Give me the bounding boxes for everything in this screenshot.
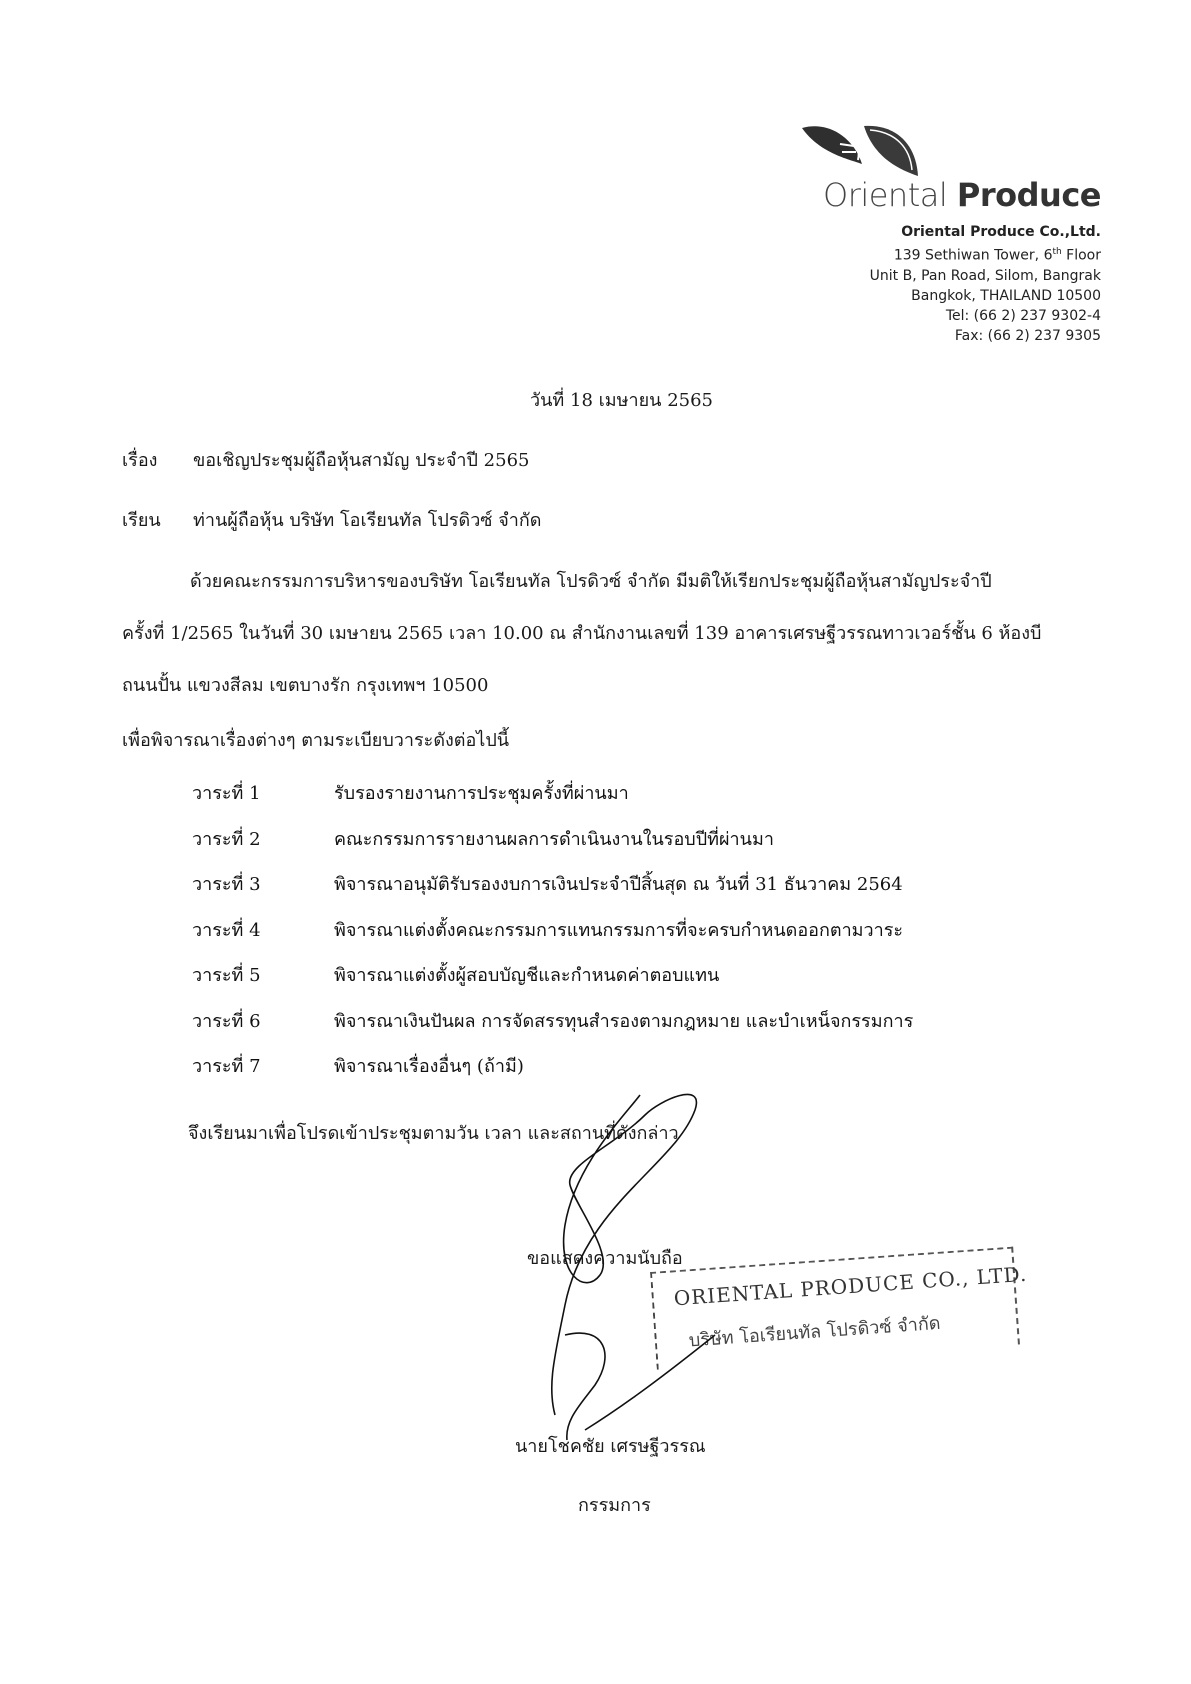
agenda-number: วาระที่ 4 <box>192 919 261 941</box>
agenda-description: พิจารณาแต่งตั้งผู้สอบบัญชีและกำหนดค่าตอบแทน <box>334 965 720 986</box>
body-line-3: ถนนปั้น แขวงสีลม เขตบางรัก กรุงเทพฯ 10500 <box>122 675 489 696</box>
agenda-description: พิจารณาอนุมัติรับรองงบการเงินประจำปีสิ้นสุด ณ วันที่ 31 ธันวาคม 2564 <box>334 874 903 895</box>
agenda-number: วาระที่ 7 <box>192 1056 261 1077</box>
agenda-intro: เพื่อพิจารณาเรื่องต่างๆ ตามระเบียบวาระดังต่อไปนี้ <box>122 730 510 751</box>
telephone: Tel: (66 2) 237 9302-4 <box>945 307 1101 324</box>
brand-name-bold: Produce <box>956 176 1101 214</box>
agenda-number: วาระที่ 1 <box>192 783 261 804</box>
recipient-text: ท่านผู้ถือหุ้น บริษัท โอเรียนทัล โปรดิวซ์ จำกัด <box>193 510 542 531</box>
body-line-1: ด้วยคณะกรรมการบริหารของบริษัท โอเรียนทัล โปรดิวซ์ จำกัด มีมติให้เรียกประชุมผู้ถือหุ้นสามัญประจำปี <box>190 571 992 592</box>
agenda-item <box>192 778 1012 824</box>
brand-wordmark <box>823 176 1101 214</box>
address-line-1-tail: Floor <box>1061 247 1101 264</box>
address-line-1-main: 139 Sethiwan Tower, 6 <box>893 247 1053 264</box>
stamp-thai-text: บริษัท โอเรียนทัล โปรดิวซ์ จำกัด <box>688 1312 942 1352</box>
agenda-item <box>192 869 1012 915</box>
signer-name: นายโชคชัย เศรษฐีวรรณ <box>515 1436 706 1457</box>
agenda-description: พิจารณาเงินปันผล การจัดสรรทุนสำรองตามกฎหมาย และบำเหน็จกรรมการ <box>334 1010 914 1032</box>
letter-date: วันที่ 18 เมษายน 2565 <box>530 390 713 411</box>
agenda-item <box>192 915 1012 961</box>
agenda-item <box>192 824 1012 870</box>
stamp-english-text: ORIENTAL PRODUCE CO., LTD. <box>673 1261 1028 1311</box>
agenda-number: วาระที่ 6 <box>192 1010 261 1032</box>
agenda-description: รับรองรายงานการประชุมครั้งที่ผ่านมา <box>334 783 629 804</box>
agenda-description: พิจารณาเรื่องอื่นๆ (ถ้ามี) <box>334 1056 524 1077</box>
closing-sentence: จึงเรียนมาเพื่อโปรดเข้าประชุมตามวัน เวลา และสถานที่ดังกล่าว <box>188 1123 679 1144</box>
agenda-item <box>192 1006 1012 1052</box>
subject-text: ขอเชิญประชุมผู้ถือหุ้นสามัญ ประจำปี 2565 <box>193 450 530 471</box>
company-stamp <box>650 1246 1028 1373</box>
agenda-description: คณะกรรมการรายงานผลการดำเนินงานในรอบปีที่ผ่านมา <box>334 828 774 850</box>
body-line-2: ครั้งที่ 1/2565 ในวันที่ 30 เมษายน 2565 เวลา 10.00 ณ สำนักงานเลขที่ 139 อาคารเศรษฐีวรรณทาวเวอร์ชั้น 6 ห้องบี <box>122 623 1042 644</box>
address-line-2: Unit B, Pan Road, Silom, Bangrak <box>869 267 1101 284</box>
company-name: Oriental Produce Co.,Ltd. <box>901 224 1101 240</box>
fax: Fax: (66 2) 237 9305 <box>954 327 1101 344</box>
company-address-block <box>870 222 1101 346</box>
agenda-item <box>192 960 1012 1006</box>
recipient-label: เรียน <box>122 510 161 531</box>
signer-position: กรรมการ <box>578 1495 651 1516</box>
agenda-number: วาระที่ 2 <box>192 828 261 850</box>
leaf-logo-icon <box>800 120 920 180</box>
regards-text: ขอแสดงความนับถือ <box>527 1248 683 1269</box>
address-line-3: Bangkok, THAILAND 10500 <box>911 287 1101 304</box>
address-line-1 <box>870 242 1101 266</box>
agenda-description: พิจารณาแต่งตั้งคณะกรรมการแทนกรรมการที่จะครบกำหนดออกตามวาระ <box>334 919 904 941</box>
brand-name-light: Oriental <box>823 176 948 214</box>
agenda-number: วาระที่ 5 <box>192 965 261 986</box>
agenda-list <box>192 778 1012 1097</box>
agenda-item <box>192 1051 1012 1097</box>
subject-label: เรื่อง <box>122 450 158 471</box>
address-superscript: th <box>1052 247 1062 257</box>
agenda-number: วาระที่ 3 <box>192 874 261 895</box>
